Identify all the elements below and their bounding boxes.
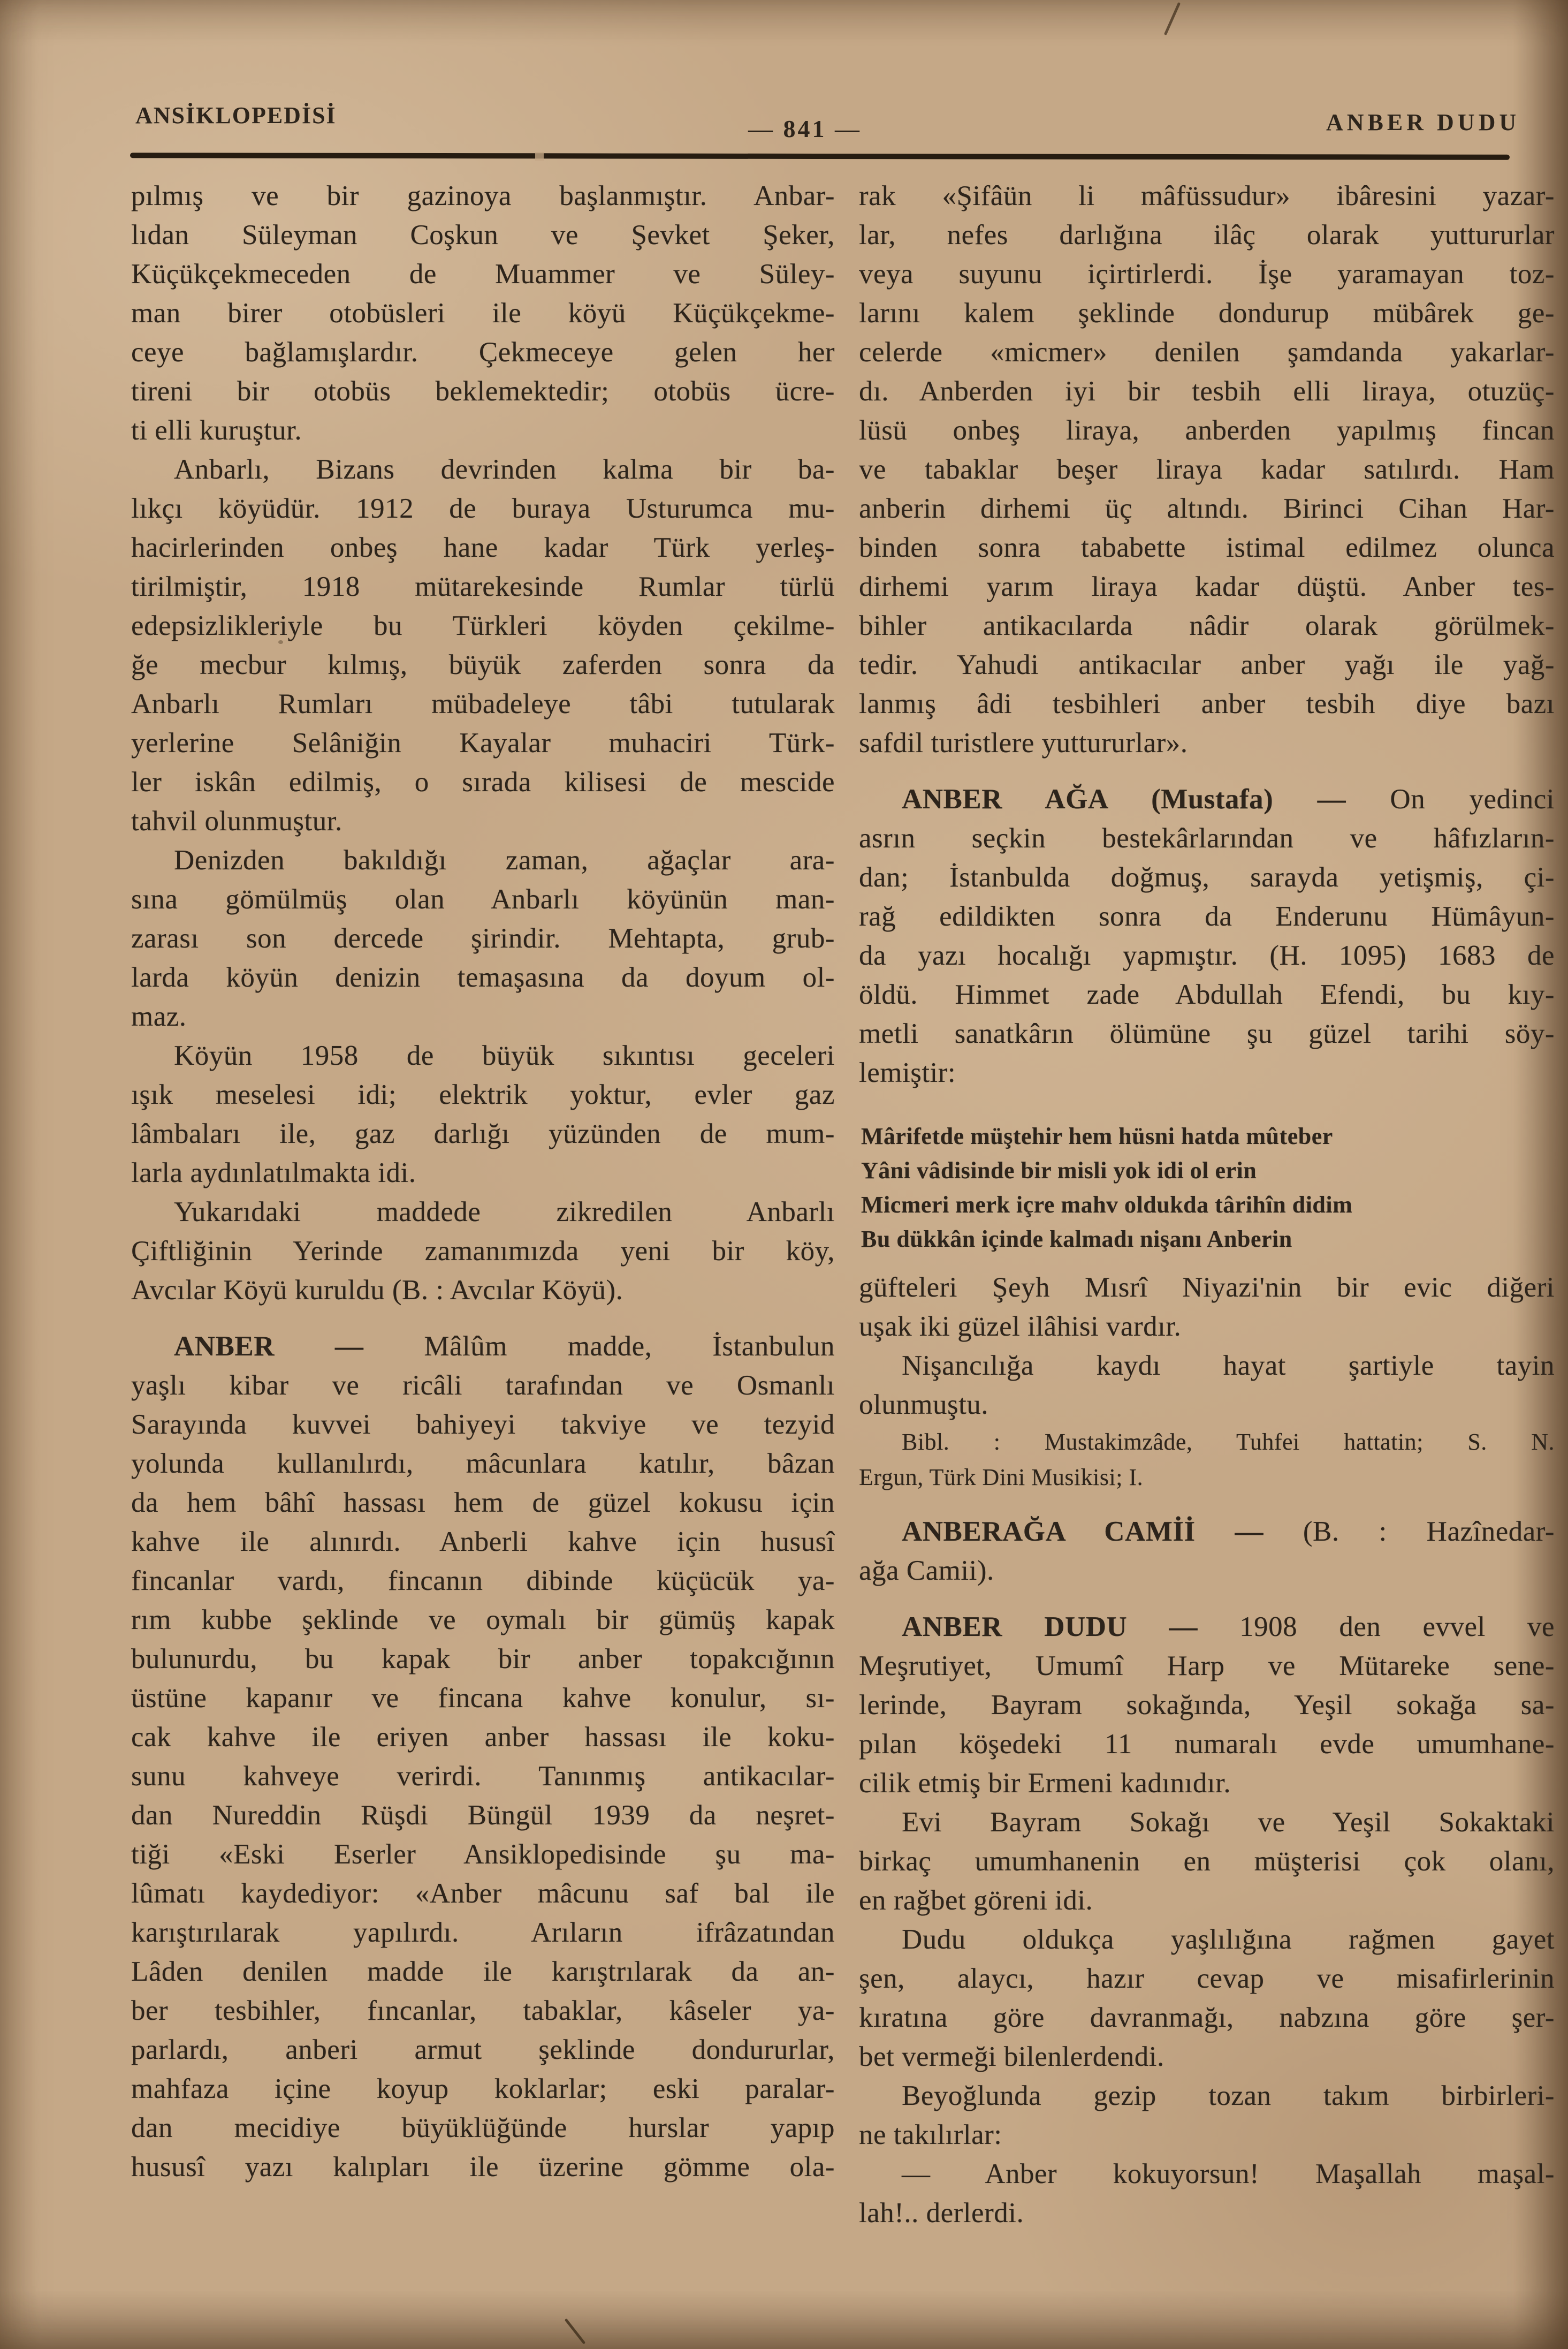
- text-line: veya suyunu içirtirlerdi. İşe yaramayan toz-: [859, 259, 1555, 290]
- text-line: Nişancılığa kaydı hayat şartiyle tayin: [902, 1350, 1555, 1381]
- text-line: tedir. Yahudi antikacılar anber yağı ile yağ-: [859, 649, 1555, 680]
- header-right-title: ANBER DUDU: [1326, 109, 1520, 135]
- text-line: ağa Camii).: [859, 1555, 994, 1586]
- text-line: — Anber kokuyorsun! Maşallah maşal-: [902, 2158, 1555, 2189]
- text-line: ve tabaklar beşer liraya kadar satılırdı. Ham: [859, 454, 1555, 485]
- text-line: Yâni vâdisinde bir misli yok idi ol erin: [861, 1157, 1257, 1184]
- text-line: Köyün 1958 de büyük sıkıntısı geceleri: [174, 1040, 835, 1071]
- text-line: Sarayında kuvvei bahiyeyi takviye ve tezyid: [131, 1409, 835, 1440]
- text-line: parlardı, anberi armut şeklinde dondururlar,: [131, 2034, 835, 2065]
- text-line: Çiftliğinin Yerinde zamanımızda yeni bir köy,: [131, 1236, 835, 1267]
- text-line: hacirlerinden onbeş hane kadar Türk yerleş-: [131, 532, 835, 563]
- text-line: maz.: [131, 1001, 187, 1032]
- text-line: mahfaza içine koyup koklarlar; eski paralar-: [131, 2073, 835, 2104]
- text-line: tahvil olunmuştur.: [131, 806, 342, 837]
- paragraph: [859, 1512, 1555, 1590]
- text-line: sunu kahveye verirdi. Tanınmış antikacılar-: [131, 1761, 835, 1792]
- text-line: da hem bâhî hassası hem de güzel kokusu için: [131, 1487, 835, 1518]
- text-line: pılmış ve bir gazinoya başlanmıştır. Anbar-: [131, 180, 835, 211]
- text-line: cilik etmiş bir Ermeni kadınıdır.: [859, 1768, 1231, 1799]
- text-line: ANBER AĞA (Mustafa) — On yedinci: [902, 784, 1555, 815]
- text-line: man birer otobüsleri ile köyü Küçükçekme-: [131, 298, 835, 329]
- text-line: Küçükçekmeceden de Muammer ve Süley-: [131, 259, 835, 290]
- paragraph: [859, 1608, 1555, 1803]
- paragraph: [859, 1920, 1555, 2077]
- text-line: Micmeri merk içre mahv oldukda târihîn didim: [861, 1192, 1353, 1218]
- paragraph: [859, 1268, 1555, 1346]
- text-line: olunmuştu.: [859, 1389, 989, 1420]
- text-line: da yazı hocalığı yapmıştır. (H. 1095) 1683 de: [859, 940, 1555, 971]
- text-line: tireni bir otobüs beklemektedir; otobüs ücre-: [131, 376, 835, 407]
- text-line: rım kubbe şeklinde ve oymalı bir gümüş kapak: [131, 1604, 835, 1635]
- text-line: bet vermeği bilenlerdendi.: [859, 2041, 1164, 2072]
- paragraph: [859, 2155, 1555, 2233]
- text-line: lanmış âdi tesbihleri anber tesbih diye bazı: [859, 688, 1555, 719]
- text-line: ler iskân edilmiş, o sırada kilisesi de mescide: [131, 767, 835, 798]
- text-line: kıratına göre davranmağı, nabzına göre şer-: [859, 2002, 1555, 2033]
- right-column: [859, 177, 1555, 2233]
- header-rule: [130, 153, 1510, 160]
- text-line: lar, nefes darlığına ilâç olarak yuttururlar: [859, 219, 1555, 251]
- text-line: Ergun, Türk Dini Musikisi; I.: [859, 1464, 1144, 1490]
- paragraph: [131, 1036, 835, 1193]
- scan-artifact: [565, 2318, 586, 2345]
- text-line: tiği «Eski Eserler Ansiklopedisinde şu ma-: [131, 1839, 835, 1870]
- text-line: bulunurdu, bu kapak bir anber topakcığının: [131, 1643, 835, 1674]
- text-line: Yukarıdaki maddede zikredilen Anbarlı: [174, 1196, 835, 1227]
- text-line: Meşrutiyet, Umumî Harp ve Mütareke sene-: [859, 1650, 1555, 1681]
- text-line: Mârifetde müştehir hem hüsni hatda mûteber: [861, 1123, 1333, 1149]
- text-line: ANBER DUDU — 1908 den evvel ve: [902, 1611, 1555, 1642]
- text-line: rak «Şifâün li mâfüssudur» ibâresini yazar-: [859, 180, 1555, 211]
- text-line: güfteleri Şeyh Mısrî Niyazi'nin bir evic diğeri: [859, 1272, 1555, 1303]
- text-line: cak kahve ile eriyen anber hassası ile koku-: [131, 1722, 835, 1753]
- text-line: ti elli kuruştur.: [131, 415, 302, 446]
- text-line: Dudu oldukça yaşlılığına rağmen gayet: [902, 1924, 1555, 1955]
- text-line: larda köyün denizin temaşasına da doyum ol-: [131, 962, 835, 993]
- text-line: yerlerine Selâniğin Kayalar muhaciri Türk-: [131, 728, 835, 759]
- text-line: zarası son dercede şirindir. Mehtapta, grub-: [131, 923, 835, 954]
- header-left-title: ANSİKLOPEDİSİ: [135, 102, 337, 128]
- text-line: tirilmiştir, 1918 mütarekesinde Rumlar türlü: [131, 571, 835, 602]
- text-line: binden sonra tababette istimal edilmez olunca: [859, 532, 1555, 563]
- text-line: lah!.. derlerdi.: [859, 2198, 1024, 2229]
- text-line: lıdan Süleyman Coşkun ve Şevket Şeker,: [131, 219, 835, 251]
- text-line: dı. Anberden iyi bir tesbih elli liraya, otuzüç-: [859, 376, 1555, 407]
- text-line: kahve ile alınırdı. Anberli kahve için hususî: [131, 1526, 835, 1557]
- paragraph: [859, 2077, 1555, 2155]
- bibliography-block: [859, 1424, 1555, 1495]
- text-line: ışık meselesi idi; elektrik yoktur, evler gaz: [131, 1079, 835, 1110]
- poem-block: [861, 1119, 1555, 1256]
- entry-heading: ANBER AĞA (Mustafa) —: [902, 784, 1346, 815]
- left-column: [131, 177, 835, 2187]
- paragraph: [859, 780, 1555, 1093]
- text-line: pılan köşedeki 11 numaralı evde umumhane-: [859, 1729, 1555, 1760]
- text-line: Bu dükkân içinde kalmadı nişanı Anberin: [861, 1226, 1292, 1252]
- text-line: hususî yazı kalıpları ile üzerine gömme ola-: [131, 2151, 835, 2183]
- text-line: dan mecidiye büyüklüğünde hurslar yapıp: [131, 2112, 835, 2143]
- text-line: karıştırılarak yapılırdı. Arıların ifrâzatından: [131, 1917, 835, 1948]
- text-line: Anbarlı, Bizans devrinden kalma bir ba-: [174, 454, 835, 485]
- text-line: öldü. Himmet zade Abdullah Efendi, bu kıy-: [859, 979, 1555, 1010]
- header-rule-gap: [535, 152, 544, 161]
- text-line: dan; İstanbulda doğmuş, sarayda yetişmiş, çi-: [859, 862, 1555, 893]
- text-line: Bibl. : Mustakimzâde, Tuhfei hattatin; S. N.: [902, 1429, 1555, 1455]
- text-line: dirhemi yarım liraya kadar düştü. Anber tes-: [859, 571, 1555, 602]
- text-line: dan Nureddin Rüşdi Büngül 1939 da neşret-: [131, 1800, 835, 1831]
- text-line: safdil turistlere yuttururlar».: [859, 728, 1188, 759]
- text-line: Denizden bakıldığı zaman, ağaçlar ara-: [174, 845, 835, 876]
- text-line: lüsü onbeş liraya, anberden yapılmış fincan: [859, 415, 1555, 446]
- text-line: lerinde, Bayram sokağında, Yeşil sokağa sa-: [859, 1689, 1555, 1721]
- text-line: en rağbet göreni idi.: [859, 1885, 1093, 1916]
- text-line: Beyoğlunda gezip tozan takım birbirleri-: [902, 2080, 1555, 2111]
- text-line: ANBERAĞA CAMİİ — (B. : Hazînedar-: [902, 1516, 1555, 1547]
- scan-artifact: [1164, 2, 1181, 35]
- text-line: asrın seçkin bestekârlarından ve hâfızların-: [859, 823, 1555, 854]
- entry-heading: ANBER —: [174, 1331, 364, 1362]
- text-line: larını kalem şeklinde dondurup mübârek ge-: [859, 298, 1555, 329]
- text-line: anberin dirhemi üç altındı. Birinci Cihan Har-: [859, 493, 1555, 524]
- text-line: ğe mecbur kılmış, büyük zaferden sonra da: [131, 649, 835, 680]
- text-line: Anbarlı Rumları mübadeleye tâbi tutularak: [131, 688, 835, 719]
- text-line: ANBER — Mâlûm madde, İstanbulun: [174, 1331, 835, 1362]
- text-line: Evi Bayram Sokağı ve Yeşil Sokaktaki: [902, 1807, 1555, 1838]
- text-line: bihler antikacılarda nâdir olarak görülmek-: [859, 610, 1555, 641]
- paragraph: [131, 1327, 835, 2187]
- text-line: rağ edildikten sonra da Enderunu Hümâyun-: [859, 901, 1555, 932]
- paragraph: [131, 1193, 835, 1310]
- text-line: edepsizlikleriyle bu Türkleri köyden çekilme-: [131, 610, 835, 641]
- text-line: Lâden denilen madde ile karıştrılarak da an-: [131, 1956, 835, 1987]
- text-line: lıkçı köyüdür. 1912 de buraya Usturumca mu-: [131, 493, 835, 524]
- paragraph: [131, 450, 835, 841]
- header-page-number: — 841 —: [748, 115, 862, 142]
- text-line: ceye bağlamışlardır. Çekmeceye gelen her: [131, 337, 835, 368]
- text-line: yolunda kullanılırdı, mâcunlara katılır, bâzan: [131, 1448, 835, 1479]
- text-line: lâmbaları ile, gaz darlığı yüzünden de mum-: [131, 1118, 835, 1149]
- paragraph: [131, 841, 835, 1036]
- text-line: lûmatı kaydediyor: «Anber mâcunu saf bal ile: [131, 1878, 835, 1909]
- entry-heading: ANBERAĞA CAMİİ —: [902, 1516, 1263, 1547]
- text-line: lemiştir:: [859, 1057, 956, 1088]
- text-line: üstüne kapanır ve fincana kahve konulur, sı-: [131, 1683, 835, 1714]
- text-line: larla aydınlatılmakta idi.: [131, 1157, 416, 1188]
- text-line: birkaç umumhanenin en müşterisi çok olanı,: [859, 1846, 1555, 1877]
- paragraph: [859, 177, 1555, 763]
- text-line: fincanlar vardı, fincanın dibinde küçücük ya-: [131, 1565, 835, 1596]
- paragraph: [859, 1803, 1555, 1920]
- entry-heading: ANBER DUDU —: [902, 1611, 1198, 1642]
- paragraph: [859, 1346, 1555, 1424]
- text-line: metli sanatkârın ölümüne şu güzel tarihi söy-: [859, 1018, 1555, 1049]
- text-line: ber tesbihler, fıncanlar, tabaklar, kâseler ya-: [131, 1995, 835, 2026]
- text-line: şen, alaycı, hazır cevap ve misafirlerinin: [859, 1963, 1555, 1994]
- text-line: uşak iki güzel ilâhisi vardır.: [859, 1311, 1182, 1342]
- paragraph: [131, 177, 835, 450]
- text-line: ne takılırlar:: [859, 2119, 1002, 2150]
- text-line: celerde «micmer» denilen şamdanda yakarlar-: [859, 337, 1555, 368]
- text-line: yaşlı kibar ve ricâli tarafından ve Osmanlı: [131, 1370, 835, 1401]
- text-line: Avcılar Köyü kuruldu (B. : Avcılar Köyü).: [131, 1275, 623, 1306]
- scan-artifact: [278, 640, 283, 644]
- text-line: sına gömülmüş olan Anbarlı köyünün man-: [131, 884, 835, 915]
